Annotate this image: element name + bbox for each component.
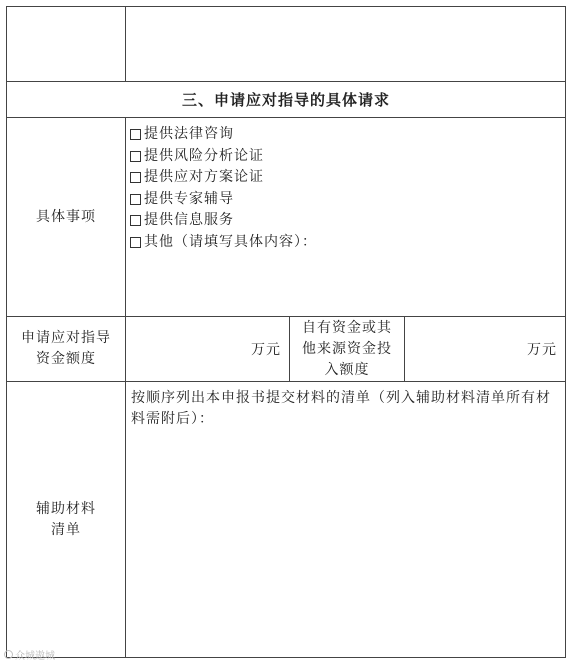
checkbox[interactable]: [130, 215, 141, 226]
option-information-service[interactable]: 提供信息服务: [130, 210, 317, 232]
specific-items-label: 具体事项: [36, 208, 96, 225]
watermark: [4, 647, 55, 662]
option-response-plan[interactable]: 提供应对方案论证: [130, 167, 317, 189]
section-heading: 三、申请应对指导的具体请求: [181, 91, 390, 109]
materials-label-cell: [6, 381, 126, 658]
funding-label-cell: [6, 316, 126, 382]
option-legal-consultation[interactable]: 提供法律咨询: [130, 124, 317, 146]
watermark-logo-icon: [4, 650, 13, 659]
top-right-cell[interactable]: [125, 6, 566, 82]
self-funding-label-line3: 入额度: [324, 361, 370, 378]
checkbox[interactable]: [130, 237, 141, 248]
funding-unit: 万元: [251, 342, 281, 358]
materials-label-line1: 辅助材料: [36, 500, 96, 517]
self-funding-amount-cell[interactable]: [404, 316, 566, 382]
application-table: [6, 6, 566, 658]
option-other[interactable]: 其他（请填写具体内容）：: [130, 232, 317, 254]
funding-label-line1: 申请应对指导: [21, 330, 111, 346]
watermark-text: 众城遨城: [15, 651, 55, 662]
specific-items-options-cell: [125, 117, 566, 317]
self-funding-label-cell: [289, 316, 405, 382]
top-left-cell: [6, 6, 126, 82]
materials-label-line2: 清单: [51, 521, 81, 538]
funding-label-line2: 资金额度: [36, 351, 96, 367]
self-funding-label-line2: 他来源资金投: [302, 340, 392, 357]
specific-items-label-cell: [6, 117, 126, 317]
option-expert-coaching[interactable]: 提供专家辅导: [130, 189, 317, 211]
options-list: [130, 124, 317, 253]
checkbox[interactable]: [130, 194, 141, 205]
materials-content-cell[interactable]: [125, 381, 566, 658]
self-funding-label-line1: 自有资金或其: [302, 319, 392, 336]
materials-instruction: 按顺序列出本申报书提交材料的清单（列入辅助材料清单所有材料需附后）：: [131, 390, 551, 427]
option-risk-analysis[interactable]: 提供风险分析论证: [130, 146, 317, 168]
checkbox[interactable]: [130, 172, 141, 183]
self-funding-unit: 万元: [527, 342, 557, 358]
section-heading-row: [6, 81, 566, 118]
checkbox[interactable]: [130, 151, 141, 162]
checkbox[interactable]: [130, 129, 141, 140]
funding-amount-cell[interactable]: [125, 316, 290, 382]
